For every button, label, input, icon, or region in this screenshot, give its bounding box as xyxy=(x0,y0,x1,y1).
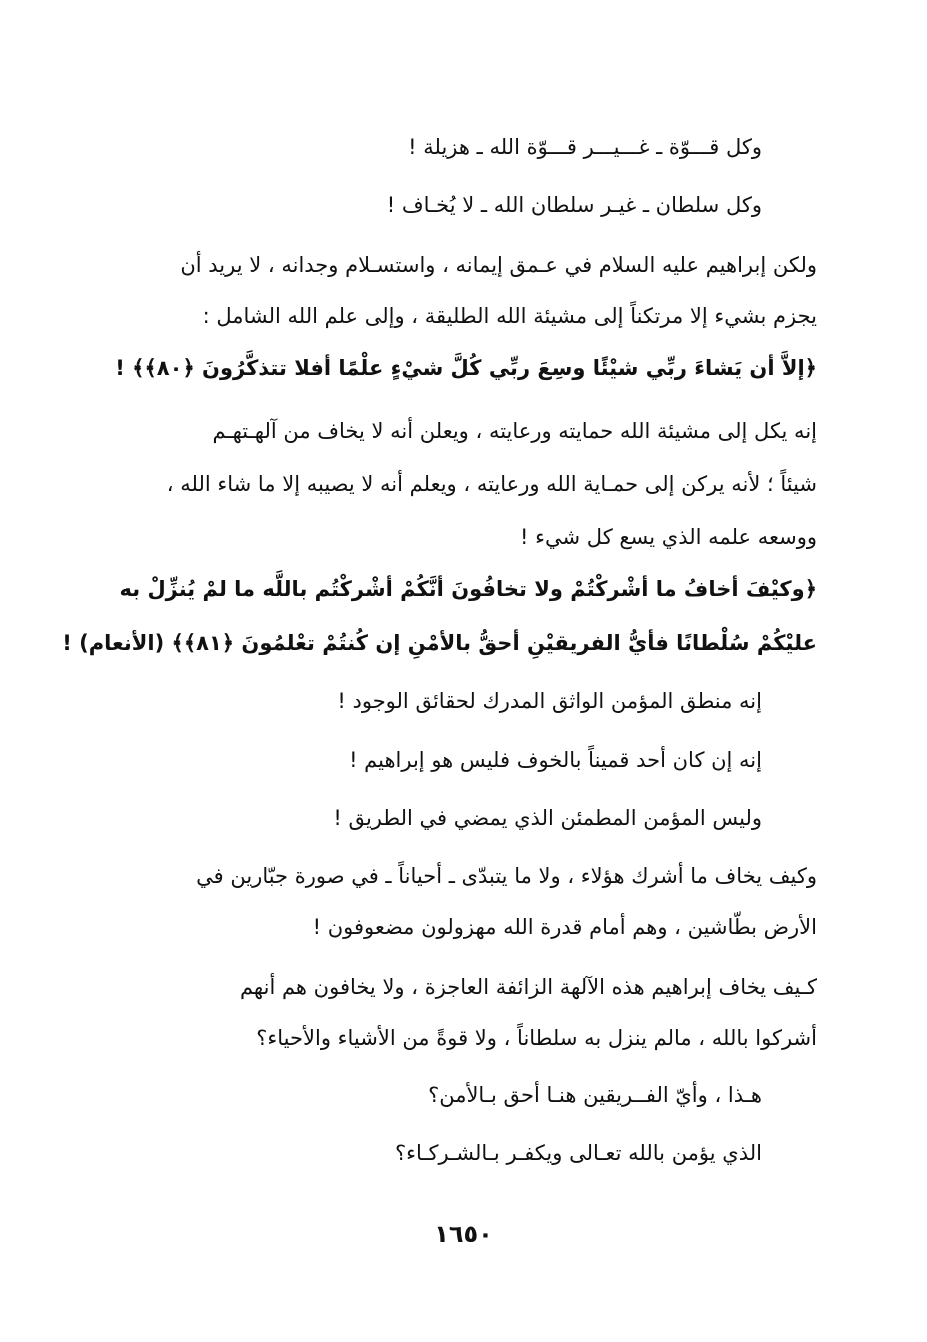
paragraph-1-line-2: يجزم بشيء إلا مرتكناً إلى مشيئة الله الطليقة ، وإلى علم الله الشامل : xyxy=(202,304,817,328)
paragraph-2-line-1: إنه يكل إلى مشيئة الله حمايته ورعايته ، ويعلن أنه لا يخاف من آلهـتهـم xyxy=(212,419,817,443)
quran-verse-81-line-2: عليْكُمْ سُلْطانًا فأيُّ الفريقيْنِ أحقُّ بالأمْنِ إن كُنتُمْ تعْلمُونَ ﴿٨١﴾﴾ (الأنعام) ! xyxy=(62,631,817,655)
paragraph-2-line-3: ووسعه علمه الذي يسع كل شيء ! xyxy=(520,525,817,549)
text-line-4: إنه إن كان أحد قميناً بالخوف فليس هو إبراهيم ! xyxy=(349,748,762,772)
quran-verse-81-line-1: ﴿وكيْفَ أخافُ ما أشْركْتُمْ ولا تخافُونَ أنَّكُمْ أشْركْتُم باللَّه ما لمْ يُنزِّلْ به xyxy=(119,577,817,601)
text-line-3: إنه منطق المؤمن الواثق المدرك لحقائق الوجود ! xyxy=(337,689,762,713)
text-line-6: هـذا ، وأيّ الفــريقين هنـا أحق بـالأمن؟ xyxy=(428,1083,762,1107)
text-line-7: الذي يؤمن بالله تعـالى ويكفـر بـالشـركـاء؟ xyxy=(394,1141,762,1165)
paragraph-2-line-2: شيئاً ؛ لأنه يركن إلى حمـاية الله ورعايته ، ويعلم أنه لا يصيبه إلا ما شاء الله ، xyxy=(166,472,817,496)
paragraph-3-line-2: الأرض بطّاشين ، وهم أمام قدرة الله مهزولون مضعوفون ! xyxy=(312,915,817,939)
paragraph-4-line-1: كـيف يخاف إبراهيم هذه الآلهة الزائفة العاجزة ، ولا يخافون هم أنهم xyxy=(239,975,817,999)
text-line-5: وليس المؤمن المطمئن الذي يمضي في الطريق ! xyxy=(333,806,762,830)
page-number: ١٦٥٠ xyxy=(434,1220,493,1248)
paragraph-3-line-1: وكيف يخاف ما أشرك هؤلاء ، ولا ما يتبدّى ـ أحياناً ـ في صورة جبّارين في xyxy=(196,864,817,888)
paragraph-1-line-1: ولكن إبراهيم عليه السلام في عـمق إيمانه ، واستسـلام وجدانه ، لا يريد أن xyxy=(180,253,817,277)
text-line-2: وكل سلطان ـ غيـر سلطان الله ـ لا يُخـاف ! xyxy=(386,193,762,217)
quran-verse-80: ﴿إلاَّ أن يَشاءَ ربِّي شيْئًا وسِعَ ربِّي كُلَّ شيْءٍ علْمًا أفلا تتذكَّرُونَ ﴿٨٠﴾﴾ ! xyxy=(115,356,817,380)
paragraph-4-line-2: أشركوا بالله ، مالم ينزل به سلطاناً ، ولا قوةً من الأشياء والأحياء؟ xyxy=(256,1026,817,1050)
text-line-1: وكل قـــوّة ـ غـــيـــر قـــوّة الله ـ هزيلة ! xyxy=(408,135,762,159)
